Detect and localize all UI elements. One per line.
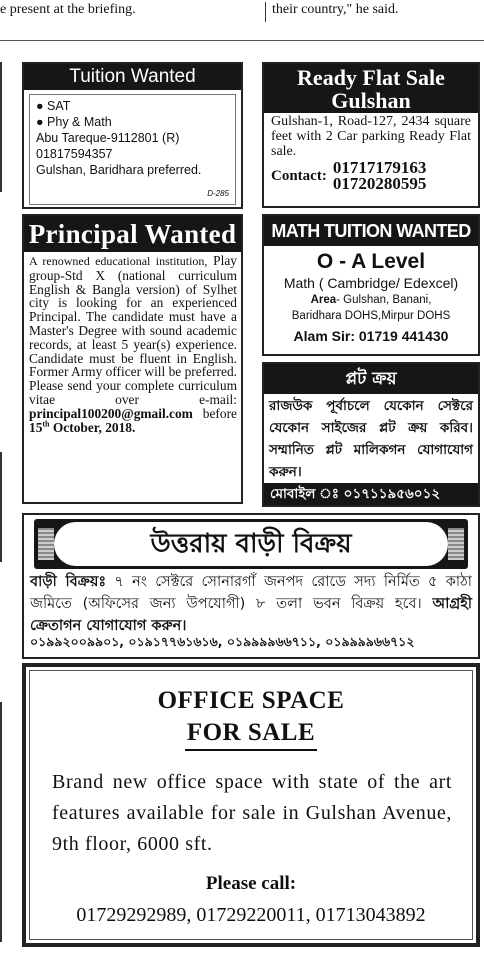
news-column-right-fragment: their country," he said. <box>265 2 484 22</box>
mobile-number: মোবাইল ঃ ০১৭১১৯৫৬০১২ <box>264 483 478 505</box>
section-divider <box>0 40 484 41</box>
ad-title: Tuition Wanted <box>24 64 241 90</box>
ad-office-space-for-sale <box>22 663 480 947</box>
ad-plot-purchase <box>262 362 480 507</box>
ad-house-sale-uttara <box>22 513 480 659</box>
area-continued: Baridhara DOHS,Mirpur DOHS <box>291 310 451 322</box>
phone-numbers: 01729292989, 01729220011, 01713043892 <box>76 904 426 926</box>
ad-body <box>24 252 241 434</box>
ad-title: Ready Flat Sale Gulshan <box>264 64 478 113</box>
ad-body <box>29 94 236 205</box>
level: O - A Level <box>316 250 426 273</box>
area: Area- Gulshan, Banani, <box>310 294 432 306</box>
ad-math-tuition-wanted <box>262 214 480 356</box>
ad-title: প্লট ক্রয় <box>264 364 478 394</box>
phone-number: 01720280595 <box>332 174 427 193</box>
phone-numbers: ০১৯৯২০০৯৯০১, ০১৯১৭৭৬১৬১৬, ০১৯৯৯৯৬৬৭১১, ০১৯৯৯৯৬৬৭১২ <box>30 634 415 649</box>
ad-lead: বাড়ী বিক্রয়ঃ <box>30 574 107 590</box>
ad-body: Gulshan-1, Road-127, 2434 square feet with 2 Car parking Ready Flat sale. <box>271 114 471 159</box>
email-address: principal100200@gmail.com <box>29 405 193 421</box>
contact: Alam Sir: 01719 441430 <box>293 328 449 344</box>
contact-block <box>264 160 478 192</box>
call-label: Please call: <box>205 873 297 894</box>
contact-label: Contact: <box>271 167 327 184</box>
phone-number: 01817594357 <box>36 147 113 161</box>
ad-description: ৭ নং সেক্টরে সোনারগাঁ জনপদ রোডে সদ্য নির্মিত ৫ কাঠা জমিতে (অফিসের জন্য উপযোগী) ৮ তলা ভবন বিক্রয় হবে। <box>30 574 472 612</box>
ad-title-line2: FOR SALE <box>185 717 317 751</box>
ad-title-line1: OFFICE SPACE <box>157 687 345 714</box>
phone-number: 01717179163 <box>332 158 427 177</box>
ad-title: Principal Wanted <box>24 216 241 252</box>
adjacent-column-edge <box>0 62 3 942</box>
ad-intro: A renowned educational institution, <box>29 254 208 268</box>
ad-tuition-wanted <box>22 62 243 209</box>
subject: Math ( Cambridge/ Edexcel) <box>283 275 459 291</box>
ad-ready-flat-sale <box>262 62 480 208</box>
contact-name: Abu Tareque-9112801 (R) <box>36 131 180 145</box>
ad-description: Brand new office space with state of the art features available for sale in Gulshan Avenue, 9th floor, 6000 sft. <box>52 771 452 855</box>
ad-code: D-285 <box>207 189 229 198</box>
ad-principal-wanted <box>22 214 243 504</box>
ad-body: রাজউক পূর্বাচলে যেকোন সেক্টরে যেকোন সাইজের প্লট ক্রয় করিব। সম্মানিত প্লট মালিকগন যোগাযোগ করুন। <box>269 398 473 480</box>
news-column-left-fragment: e present at the briefing. <box>0 2 136 17</box>
preferred-location: Gulshan, Baridhara preferred. <box>36 163 202 177</box>
deadline: before 15th October, 2018. <box>29 405 237 435</box>
ad-title: MATH TUITION WANTED <box>264 216 478 246</box>
ad-body <box>30 571 472 637</box>
list-item: ● SAT <box>36 99 71 113</box>
ad-description: Play group-Std X (national curriculum English & Bangla version) of Sylhet city is looking for an experienced Principal. The candidate must have a Master's Degree with sound academic records, at least 5 year(s) experience. Candidate must be fluent in English. Former Army officer will be preferred. Please send your complete curriculum vitae over e-mail: <box>29 253 237 407</box>
decorative-stripe <box>38 528 54 560</box>
call-to-action: আগ্রহী ক্রেতাগন যোগাযোগ করুন। <box>30 596 472 634</box>
list-item: ● Phy & Math <box>36 115 112 129</box>
decorative-stripe <box>448 528 464 560</box>
ad-title: উত্তরায় বাড়ী বিক্রয় <box>54 522 448 566</box>
